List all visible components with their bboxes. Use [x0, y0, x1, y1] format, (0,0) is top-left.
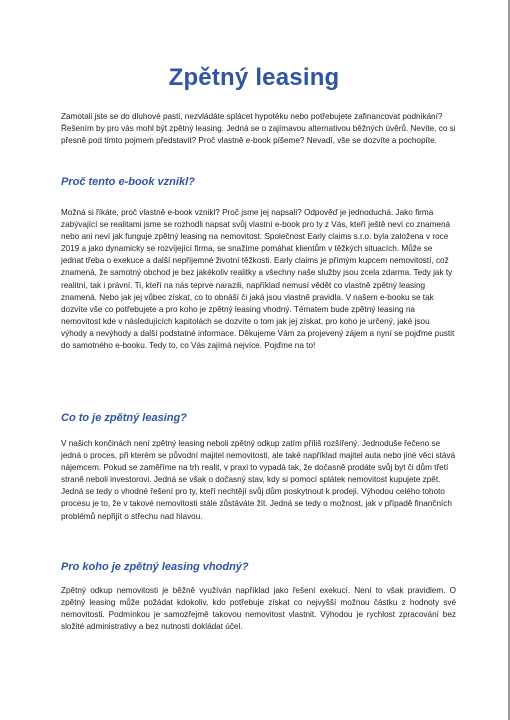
section-text: Zpětný odkup nemovitosti je běžně využíván například jako řešení exekucí. Není to však pravidlem. O zpětný leasing může požádat kdokoliv, kdo potřebuje získat co nejvyšší možnou částku z hodnoty své nemovitosti. Podmínkou je samozřejmě takovou nemovitost vlastnit. Výhodou je rychlost zpracování bez složité administrativy a bez nutnosti dokládat účel. — [61, 586, 456, 632]
section-heading-what-is: Co to je zpětný leasing? — [61, 412, 187, 424]
section-body-what-is — [61, 438, 456, 523]
section-text: Možná si říkáte, proč vlastně e-book vznikl? Proč jsme jej napsali? Odpověď je jednoduchá. Jako firma zabývající se realitami jsme se rozhodli napsat svůj vlastní e-book pro ty z Vás, kteří ještě neví co znamená nebo ani neví jak funguje zpětný leasing na nemovitost. Společnost Early claims s.r.o. byla založena v roce 2019 a jako dynamicky se rozvíjející firma, se snažíme pomáhat klientům v těžkých situacích. Může se jednat třeba o exekuce a další nepříjemné životní těžkosti. Early claims je přímým kupcem nemovitostí, což znamená, že samotný obchod je bez jakékoliv realitky a všechny naše služby jsou zcela zdarma. Tedy jak ty realitní, tak i právní. Ti, kteří na nás teprve narazili, například nemusí vědět co vlastně zpětný leasing znamená. Nebo jak jej vůbec získat, co to obnáší či jaká jsou vlastně pravidla. V našem e-booku se tak dozvíte vše co potřebujete a pro koho je zpětný leasing vhodný. Tématem bude zpětný leasing na nemovitost kde v následujících kapitolách se dozvíte o tom jak jej získat, pro koho je určený, jaké jsou výhody a nevýhody a další podstatné informace. Děkujeme Vám za projevený zájem a nyní se pojďme pustit do samotného e-booku. Tedy to, co Vás zajímá nejvíce. Pojďme na to! — [61, 208, 455, 351]
document-title: Zpětný leasing — [168, 64, 340, 91]
intro-text: Zamotali jste se do dluhové pasti, nezvládáte splácet hypotéku nebo potřebujete zafinancovat podnikání? Řešením by pro vás mohl být zpětný leasing. Jedná se o zajímavou alternativou běžných úvěrů. Nevíte, co si přesně pod tímto pojmem představit? Proč vlastně e-book píšeme? Nevadí, vše se dozvíte a pochopíte. — [61, 112, 456, 146]
section-text: V našich končinách není zpětný leasing neboli zpětný odkup zatím příliš rozšířený. Jednoduše řečeno se jedná o proces, při kterém se původní majitel nemovitosti, ale také například majitel auta nebo jiné věci stává nájemcem. Pokud se zaměříme na trh realit, v praxi to vypadá tak, že dočasně prodáte svůj byt či dům třetí straně neboli investorovi. Jedná se však o dočasný stav, kdy si pomocí splátek nemovitost kupujete zpět. Jedná se tedy o vhodné řešení pro ty, kteří nechtějí svůj dům poskytnout k prodeji. Výhodou celého tohoto procesu je to, že v takové nemovitosti stále zůstáváte žít. Jedná se tedy o možnost, jak v případě finančních problémů nepřijít o střechu nad hlavou. — [61, 439, 456, 521]
section-heading-why-ebook: Proč tento e-book vznikl? — [61, 176, 195, 188]
section-body-why-ebook — [61, 207, 456, 352]
section-heading-who-for: Pro koho je zpětný leasing vhodný? — [61, 561, 249, 573]
section-body-who-for — [61, 585, 456, 633]
intro-paragraph — [61, 111, 456, 147]
